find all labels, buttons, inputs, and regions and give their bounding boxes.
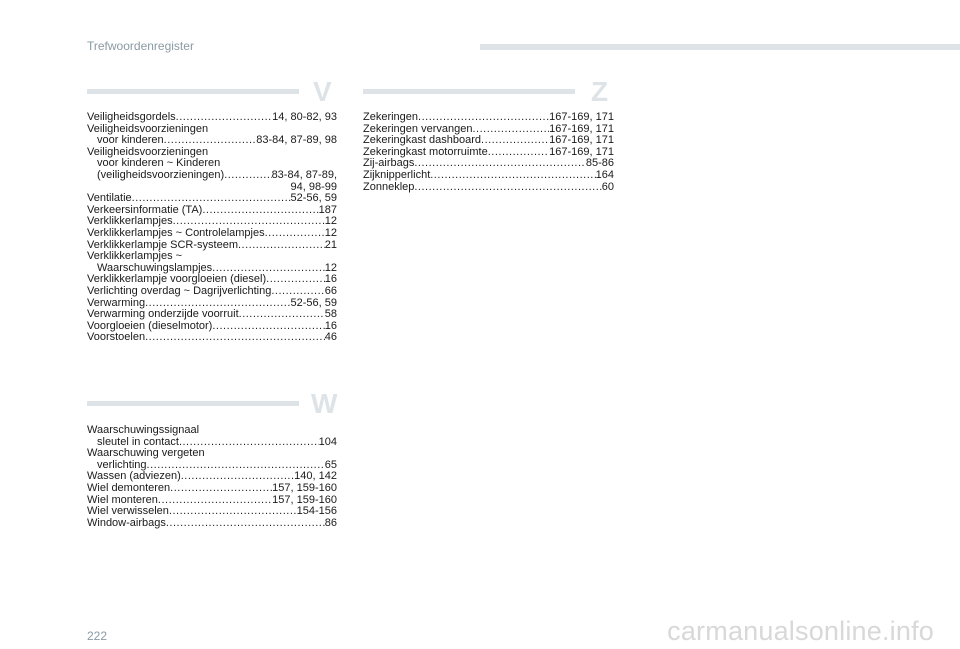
- index-term: Wiel demonteren: [87, 482, 171, 494]
- section-rule-w: [87, 401, 299, 406]
- dot-leader: [481, 135, 549, 147]
- index-list-v: [87, 112, 337, 344]
- index-line: [87, 506, 337, 518]
- page-reference: 12: [324, 227, 337, 239]
- section-letter-w: W: [311, 388, 338, 419]
- index-entry: [87, 205, 337, 217]
- index-entry: [363, 112, 614, 124]
- index-line: [363, 170, 614, 182]
- index-entry: [87, 448, 337, 471]
- dot-leader: [169, 506, 297, 518]
- page-reference: 14, 80-82, 93: [272, 112, 337, 123]
- section-letter-v: V: [313, 76, 332, 107]
- index-entry: [87, 425, 337, 448]
- dot-leader: [181, 471, 294, 483]
- page-reference: 154-156: [296, 506, 337, 518]
- dot-leader: [238, 240, 325, 252]
- index-term: Waarschuwing vergeten: [87, 447, 205, 460]
- dot-leader: [224, 170, 271, 182]
- index-term: Wassen (adviezen): [87, 471, 181, 483]
- dot-leader: [239, 309, 325, 321]
- dot-leader: [173, 216, 325, 228]
- page-reference: 65: [324, 459, 337, 471]
- page-reference: 83-84, 87-89, 98: [256, 135, 337, 147]
- page-reference: 167-169, 171: [549, 112, 614, 123]
- index-term: Wiel monteren: [87, 494, 158, 506]
- page-reference: 16: [324, 320, 337, 332]
- index-line: [87, 193, 337, 205]
- page-reference: 164: [595, 169, 614, 181]
- index-term: Window-airbags: [87, 517, 166, 529]
- index-entry: [87, 147, 337, 193]
- index-term: Verklikkerlampje voorgloeien (diesel): [87, 274, 267, 286]
- dot-leader: [414, 182, 601, 194]
- page-reference: 66: [324, 285, 337, 297]
- page-reference: 16: [324, 274, 337, 286]
- index-entry: [87, 228, 337, 240]
- index-line: [363, 147, 614, 159]
- index-term: Ventilatie: [87, 193, 132, 205]
- index-entry: [87, 506, 337, 518]
- index-line: [87, 309, 337, 321]
- index-term: Zekeringen: [363, 112, 419, 123]
- index-term: Zekeringkast motorruimte: [363, 146, 488, 158]
- dot-leader: [266, 274, 325, 286]
- page-reference: 94, 98-99: [290, 180, 337, 193]
- index-term: Zijknipperlicht: [363, 169, 431, 181]
- index-line: [87, 216, 337, 228]
- index-term: Zonneklep: [363, 181, 415, 193]
- section-header-z: [363, 76, 613, 107]
- index-line: [363, 112, 614, 124]
- index-entry: [87, 124, 337, 147]
- index-list-z: [363, 112, 614, 193]
- index-term: Zij-airbags: [363, 158, 415, 170]
- index-line: [87, 483, 337, 495]
- section-rule-v: [87, 89, 299, 94]
- index-entry: [87, 309, 337, 321]
- index-line: [87, 495, 337, 507]
- dot-leader: [271, 286, 324, 298]
- index-entry: [363, 182, 614, 194]
- index-term: Zekeringen vervangen: [363, 123, 473, 135]
- index-term: Waarschuwingslampjes: [97, 262, 213, 274]
- index-term: Wiel verwisselen: [87, 506, 169, 518]
- index-line: [87, 170, 337, 182]
- index-entry: [87, 495, 337, 507]
- index-entry: [363, 147, 614, 159]
- page-reference: 46: [324, 332, 337, 344]
- page-reference: 167-169, 171: [549, 123, 614, 135]
- page-reference: 52-56, 59: [290, 297, 337, 309]
- index-entry: [87, 483, 337, 495]
- index-line: [87, 286, 337, 298]
- index-term: Verklikkerlampje SCR-systeem: [87, 239, 238, 251]
- page-reference: 60: [601, 181, 614, 193]
- dot-leader: [170, 483, 272, 495]
- dot-leader: [488, 147, 549, 159]
- dot-leader: [212, 321, 324, 333]
- index-term: Verlichting overdag ~ Dagrijverlichting: [87, 285, 272, 297]
- page-reference: 21: [324, 239, 337, 251]
- page-reference: 52-56, 59: [290, 193, 337, 205]
- dot-leader: [176, 112, 272, 124]
- page-reference: 187: [318, 204, 337, 216]
- index-term: Verkeersinformatie (TA): [87, 204, 203, 216]
- index-line: [87, 263, 337, 275]
- index-entry: [87, 193, 337, 205]
- index-term: voor kinderen ~ Kinderen: [97, 157, 221, 170]
- index-entry: [87, 274, 337, 286]
- dot-leader: [430, 170, 595, 182]
- page-reference: 85-86: [585, 158, 614, 170]
- index-entry: [87, 518, 337, 530]
- index-entry: [87, 321, 337, 333]
- index-entry: [363, 124, 614, 136]
- index-line: [363, 182, 614, 194]
- dot-leader: [418, 112, 549, 124]
- index-term: Zekeringkast dashboard: [363, 135, 482, 147]
- index-line: [87, 112, 337, 124]
- index-line: [87, 205, 337, 217]
- dot-leader: [166, 518, 325, 530]
- index-term: verlichting: [97, 459, 147, 471]
- index-term: Verklikkerlampjes: [87, 216, 173, 228]
- page-reference: 86: [324, 517, 337, 529]
- index-line: [87, 471, 337, 483]
- index-term: Verwarming onderzijde voorruit: [87, 309, 239, 321]
- dot-leader: [212, 263, 325, 275]
- page-reference: 167-169, 171: [549, 146, 614, 158]
- dot-leader: [145, 298, 290, 310]
- index-list-w: [87, 425, 337, 529]
- dot-leader: [265, 228, 325, 240]
- index-entry: [363, 170, 614, 182]
- page-reference: 140, 142: [294, 471, 337, 483]
- page-reference: 157, 159-160: [272, 494, 337, 506]
- index-term: sleutel in contact: [97, 436, 179, 448]
- page-reference: 167-169, 171: [549, 135, 614, 147]
- dot-leader: [147, 460, 325, 472]
- index-term: (veiligheidsvoorzieningen): [97, 169, 225, 181]
- dot-leader: [414, 158, 586, 170]
- index-entry: [87, 286, 337, 298]
- section-header-v: [87, 76, 337, 107]
- header-title: Trefwoordenregister: [87, 39, 194, 53]
- index-entry: [87, 216, 337, 228]
- index-line: [363, 124, 614, 136]
- index-line: [87, 518, 337, 530]
- dot-leader: [472, 124, 549, 136]
- index-entry: [363, 135, 614, 147]
- index-entry: [87, 471, 337, 483]
- watermark: carmanualsonline.info: [667, 616, 934, 646]
- page-reference: 104: [318, 436, 337, 448]
- index-term: Voorgloeien (dieselmotor): [87, 320, 213, 332]
- dot-leader: [158, 495, 272, 507]
- page-reference: 157, 159-160: [272, 482, 337, 494]
- index-term: Voorstoelen: [87, 332, 146, 344]
- index-term: Verklikkerlampjes ~: [87, 250, 183, 263]
- index-entry: [87, 112, 337, 124]
- index-line: [87, 298, 337, 310]
- index-term: Verwarming: [87, 297, 146, 309]
- index-entry: [87, 332, 337, 344]
- section-letter-z: Z: [591, 76, 609, 107]
- index-entry: [87, 298, 337, 310]
- index-term: Veiligheidsvoorzieningen: [87, 145, 209, 158]
- index-line: [87, 460, 337, 472]
- section-rule-z: [363, 89, 575, 94]
- dot-leader: [202, 205, 318, 217]
- index-entry: [363, 158, 614, 170]
- index-line: [87, 228, 337, 240]
- section-header-w: [87, 388, 338, 419]
- index-line: [87, 321, 337, 333]
- index-term: Waarschuwingssignaal: [87, 424, 200, 436]
- index-term: Verklikkerlampjes ~ Controlelampjes: [87, 227, 265, 239]
- index-term: Veiligheidsgordels: [87, 112, 176, 123]
- header-bar: [480, 44, 960, 50]
- index-entry: [87, 251, 337, 274]
- page-reference: 83-84, 87-89,: [271, 169, 337, 181]
- index-line: [363, 158, 614, 170]
- dot-leader: [145, 332, 325, 344]
- index-term: Veiligheidsvoorzieningen: [87, 122, 209, 135]
- index-term: voor kinderen: [97, 135, 164, 147]
- page-reference: 12: [324, 216, 337, 228]
- index-line: [363, 135, 614, 147]
- index-line: [87, 332, 337, 344]
- page-reference: 12: [324, 262, 337, 274]
- index-line: [87, 274, 337, 286]
- page-number: 222: [87, 629, 108, 643]
- page-reference: 58: [324, 309, 337, 321]
- dot-leader: [132, 193, 291, 205]
